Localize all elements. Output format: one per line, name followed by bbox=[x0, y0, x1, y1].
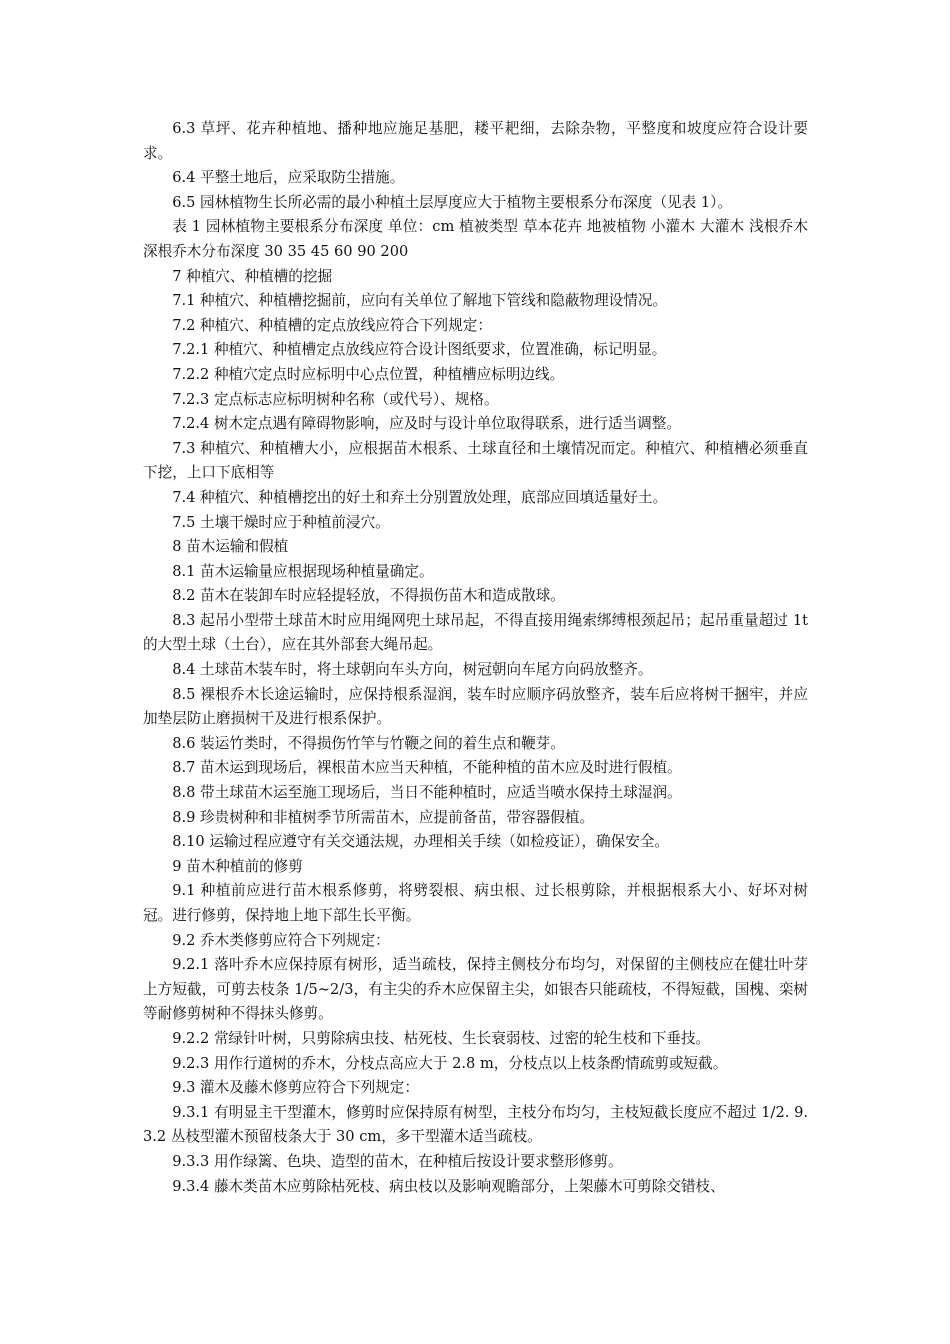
paragraph: 8.7 苗木运到现场后，裸根苗木应当天种植，不能种植的苗木应及时进行假植。 bbox=[172, 759, 682, 777]
paragraph: 9.2 乔木类修剪应符合下列规定： bbox=[172, 931, 390, 949]
paragraph: 9.3 灌木及藤木修剪应符合下列规定： bbox=[172, 1079, 419, 1097]
paragraph: 7.2 种植穴、种植槽的定点放线应符合下列规定： bbox=[172, 316, 492, 334]
paragraph: 表 1 园林植物主要根系分布深度 单位：cm 植被类型 草本花卉 地被植物 小灌木 大灌木 浅根乔木 深根乔木分布深度 30 35 45 60 90 200 bbox=[143, 218, 808, 260]
paragraph: 9.2.2 常绿针叶树，只剪除病虫技、枯死枝、生长衰弱枝、过密的轮生枝和下垂技。 bbox=[172, 1029, 711, 1047]
paragraph: 7.4 种植穴、种植槽挖出的好土和弃土分别置放处理，底部应回填适量好土。 bbox=[172, 488, 668, 506]
paragraph: 7.2.2 种植穴定点时应标明中心点位置，种植槽应标明边线。 bbox=[172, 365, 565, 383]
section-heading: 7 种植穴、种植槽的挖掘 bbox=[172, 267, 333, 285]
paragraph: 8.5 裸根乔木长途运输时，应保持根系湿润，装车时应顺序码放整齐，装车后应将树干捆牢，并应加垫层防止磨损树干及进行根系保护。 bbox=[143, 685, 808, 728]
paragraph: 7.2.3 定点标志应标明树种名称（或代号）、规格。 bbox=[172, 390, 499, 408]
paragraph: 8.10 运输过程应遵守有关交通法规，办理相关手续（如检疫证），确保安全。 bbox=[172, 833, 670, 851]
paragraph: 6.4 平整土地后，应采取防尘措施。 bbox=[172, 169, 405, 187]
paragraph: 7.2.1 种植穴、种植槽定点放线应符合设计图纸要求，位置准确，标记明显。 bbox=[172, 341, 667, 359]
paragraph: 9.3.4 藤木类苗木应剪除枯死枝、病虫枝以及影响观瞻部分，上架藤木可剪除交错枝、 bbox=[172, 1177, 725, 1195]
paragraph: 6.5 园林植物生长所必需的最小种植土层厚度应大于植物主要根系分布深度（见表 1）。 bbox=[172, 193, 733, 211]
paragraph: 8.3 起吊小型带土球苗木时应用绳网兜土球吊起，不得直接用绳索绑缚根颈起吊；起吊重量超过 1t 的大型土球（土台），应在其外部套大绳吊起。 bbox=[143, 611, 808, 654]
paragraph: 9.2.3 用作行道树的乔木，分枝点高应大于 2.8 m，分枝点以上枝条酌情疏剪或短截。 bbox=[172, 1054, 728, 1072]
paragraph: 8.2 苗木在装卸车时应轻提轻放，不得损伤苗木和造成散球。 bbox=[172, 587, 565, 605]
paragraph: 8.9 珍贵树种和非植树季节所需苗木，应提前备苗，带容器假植。 bbox=[172, 808, 595, 826]
paragraph: 7.1 种植穴、种植槽挖掘前，应向有关单位了解地下管线和隐蔽物理设情况。 bbox=[172, 292, 668, 310]
paragraph: 7.5 土壤干燥时应于种植前浸穴。 bbox=[172, 513, 390, 531]
paragraph: 7.2.4 树木定点遇有障碍物影响，应及时与设计单位取得联系，进行适当调整。 bbox=[172, 415, 681, 433]
paragraph: 9.1 种植前应进行苗木根系修剪，将劈裂根、病虫根、过长根剪除，并根据根系大小、好坏对树冠。进行修剪，保持地上地下部生长平衡。 bbox=[143, 882, 808, 924]
section-heading: 9 苗木种植前的修剪 bbox=[172, 857, 303, 875]
paragraph: 7.3 种植穴、种植槽大小，应根据苗木根系、土球直径和土壤情况而定。种植穴、种植槽必须垂直下挖，上口下底相等 bbox=[143, 439, 808, 482]
paragraph: 8.8 带土球苗木运至施工现场后，当日不能种植时，应适当喷水保持土球湿润。 bbox=[172, 784, 682, 802]
paragraph: 9.2.1 落叶乔木应保持原有树形，适当疏枝，保持主侧枝分布均匀，对保留的主侧枝应在健壮叶芽上方短截，可剪去枝条 1/5~2/3，有主尖的乔木应保留主尖，如银杏只能疏枝，不得短截，国槐、栾树等耐修剪树种不得抹头修剪。 bbox=[143, 956, 808, 1023]
section-heading: 8 苗木运输和假植 bbox=[172, 538, 289, 556]
paragraph: 9.3.1 有明显主干型灌木，修剪时应保持原有树型，主枝分布均匀，主枝短截长度应不超过 1/2. 9.3.2 丛枝型灌木预留枝条大于 30 cm，多干型灌木适当疏枝。 bbox=[143, 1103, 808, 1146]
document-body bbox=[143, 117, 808, 1199]
paragraph: 6.3 草坪、花卉种植地、播种地应施足基肥，耧平耙细，去除杂物，平整度和坡度应符合设计要求。 bbox=[143, 120, 808, 162]
paragraph: 8.4 土球苗木装车时，将土球朝向车头方向，树冠朝向车尾方向码放整齐。 bbox=[172, 661, 653, 679]
paragraph: 8.6 装运竹类时，不得损伤竹竿与竹鞭之间的着生点和鞭芽。 bbox=[172, 734, 565, 752]
paragraph: 8.1 苗木运输量应根据现场种植量确定。 bbox=[172, 562, 434, 580]
paragraph: 9.3.3 用作绿篱、色块、造型的苗木，在种植后按设计要求整形修剪。 bbox=[172, 1152, 623, 1170]
